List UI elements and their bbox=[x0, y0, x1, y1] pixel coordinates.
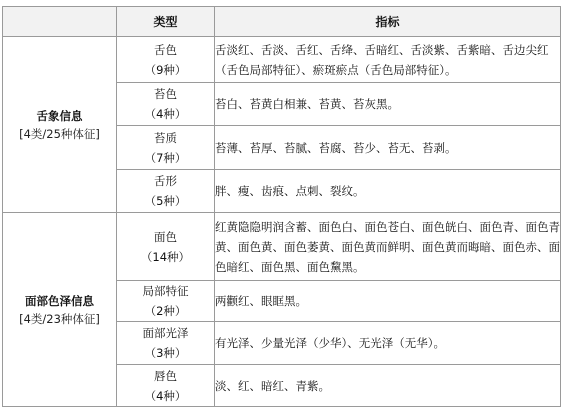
type-cell bbox=[117, 126, 215, 170]
indicator-cell: 胖、瘦、齿痕、点刺、裂纹。 bbox=[215, 170, 561, 213]
type-count: （9种） bbox=[144, 62, 187, 77]
type-count: （14种） bbox=[140, 249, 191, 264]
table-header-row bbox=[3, 7, 561, 37]
type-cell bbox=[117, 365, 215, 407]
indicator-cell: 舌淡红、舌淡、舌红、舌绛、舌暗红、舌淡紫、舌紫暗、舌边尖红（舌色局部特征）、瘀斑瘀点（舌色局部特征）。 bbox=[215, 37, 561, 83]
type-count: （2种） bbox=[144, 304, 187, 318]
group-name: 面部色泽信息 bbox=[25, 293, 94, 308]
type-name: 局部特征 bbox=[142, 284, 189, 298]
header-type-cell: 类型 bbox=[117, 7, 215, 37]
type-name: 舌色 bbox=[154, 42, 177, 57]
type-count: （4种） bbox=[144, 388, 187, 403]
indicator-cell: 两颧红、眼眶黑。 bbox=[215, 281, 561, 322]
group-cell-tongue bbox=[3, 37, 117, 213]
group-subtitle: [4类/23种体征] bbox=[19, 311, 100, 326]
group-cell-face bbox=[3, 213, 117, 407]
type-count: （3种） bbox=[144, 346, 187, 360]
type-cell bbox=[117, 213, 215, 281]
indicator-cell: 淡、红、暗红、青紫。 bbox=[215, 365, 561, 407]
indicator-cell: 苔薄、苔厚、苔腻、苔腐、苔少、苔无、苔剥。 bbox=[215, 126, 561, 170]
type-name: 苔质 bbox=[154, 130, 177, 145]
group-subtitle: [4类/25种体征] bbox=[19, 126, 100, 141]
type-name: 唇色 bbox=[154, 368, 177, 383]
group-name: 舌象信息 bbox=[36, 108, 83, 123]
type-count: （7种） bbox=[144, 150, 187, 165]
indicator-cell: 红黄隐隐明润含蓄、面色白、面色苍白、面色㿠白、面色青、面色青黄、面色黄、面色萎黄、面色黄而鲜明、面色黄而晦暗、面色赤、面色暗红、面色黑、面色黧黑。 bbox=[215, 213, 561, 281]
type-cell bbox=[117, 37, 215, 83]
type-cell bbox=[117, 281, 215, 322]
type-cell bbox=[117, 83, 215, 126]
type-cell bbox=[117, 170, 215, 213]
type-name: 面色 bbox=[154, 229, 177, 244]
type-name: 苔色 bbox=[154, 87, 177, 101]
header-indicator-cell: 指标 bbox=[215, 7, 561, 37]
type-count: （5种） bbox=[144, 194, 187, 208]
header-group-cell bbox=[3, 7, 117, 37]
table-row bbox=[3, 213, 561, 281]
indicator-cell: 有光泽、少量光泽（少华）、无光泽（无华）。 bbox=[215, 322, 561, 365]
tcm-indicator-table bbox=[2, 6, 561, 407]
table-row bbox=[3, 37, 561, 83]
indicator-cell: 苔白、苔黄白相兼、苔黄、苔灰黑。 bbox=[215, 83, 561, 126]
type-name: 面部光泽 bbox=[142, 326, 189, 340]
type-count: （4种） bbox=[144, 107, 187, 121]
type-cell bbox=[117, 322, 215, 365]
type-name: 舌形 bbox=[154, 174, 177, 188]
